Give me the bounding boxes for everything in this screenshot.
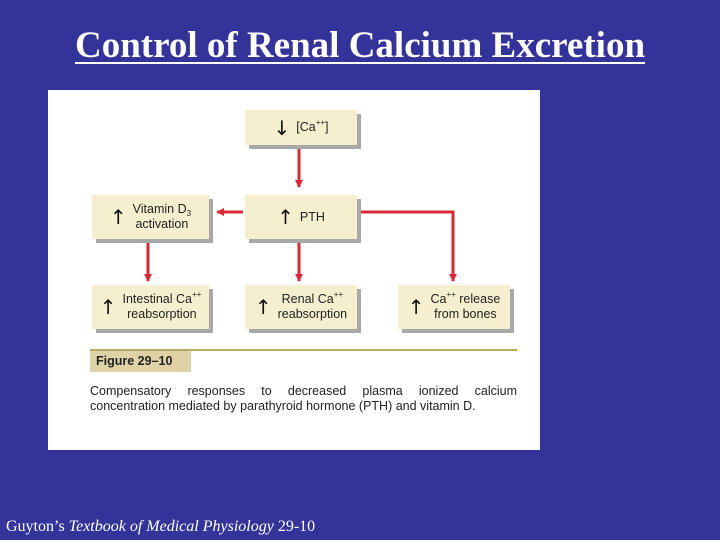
node-ca [245, 110, 357, 145]
citation-footer: Guyton’s Textbook of Medical Physiology 29-10 [6, 518, 316, 535]
figure-panel [48, 90, 540, 450]
node-intestinal-ca-label: Intestinal Ca++ reabsorption [122, 290, 202, 321]
increase-arrow-icon: ↑ [99, 295, 117, 319]
node-renal-ca [245, 285, 357, 329]
node-vitamin-d3 [92, 195, 209, 239]
node-renal-ca-label: Renal Ca++ reabsorption [277, 290, 348, 321]
node-ca-release-bones [398, 285, 510, 329]
slide-title: Control of Renal Calcium Excretion [74, 25, 646, 66]
node-pth-label: PTH [299, 209, 325, 224]
node-vitamin-d3-label: Vitamin $D_3$ activation [132, 202, 192, 231]
increase-arrow-icon: ↑ [254, 295, 272, 319]
decrease-arrow-icon: ↓ [273, 115, 291, 140]
node-intestinal-ca [92, 285, 209, 329]
node-ca-label: [Ca++] [296, 118, 329, 134]
node-ca-release-bones-label: Ca++ release from bones [430, 290, 501, 321]
figure-caption: Compensatory responses to decreased plasma ionized calcium concentration mediated by parathyroid hormone (PTH) and vitamin D. [90, 384, 517, 413]
figure-label: Figure 29–10 [90, 351, 191, 372]
node-pth [245, 195, 357, 239]
increase-arrow-icon: ↑ [407, 295, 425, 319]
increase-arrow-icon: ↑ [109, 205, 127, 229]
edge-pth-to-bones [360, 212, 453, 281]
increase-arrow-icon: ↑ [277, 205, 294, 229]
